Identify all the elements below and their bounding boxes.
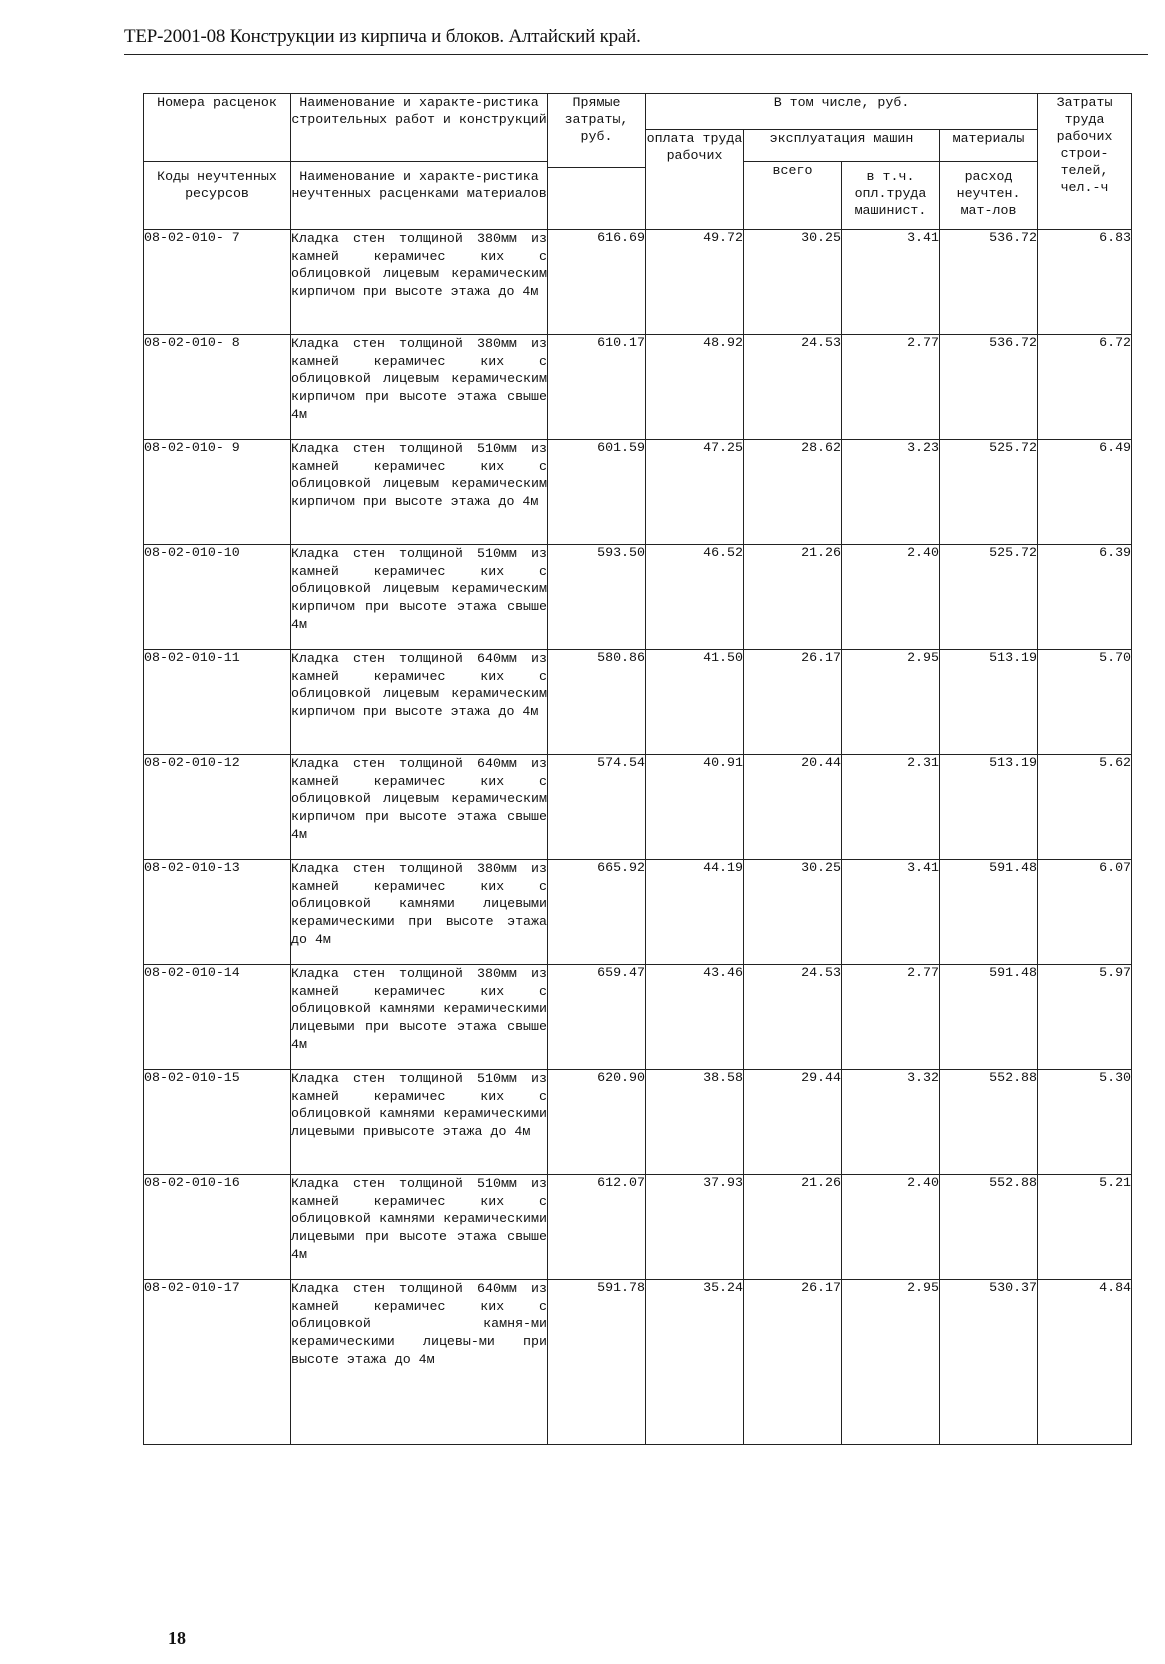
machines-value: 24.53 [744, 335, 842, 440]
worker-pay-value: 35.24 [646, 1280, 744, 1445]
machinist-pay-value: 3.32 [842, 1070, 940, 1175]
header-machines-total: всего [744, 162, 842, 230]
materials-value: 525.72 [940, 545, 1038, 650]
header-incl-machinist-pay: в т.ч. опл.труда машинист. [842, 162, 940, 230]
machinist-pay-value: 3.23 [842, 440, 940, 545]
materials-value: 525.72 [940, 440, 1038, 545]
header-direct-costs: Прямые затраты, руб. [548, 94, 646, 168]
machines-value: 29.44 [744, 1070, 842, 1175]
worker-pay-value: 49.72 [646, 230, 744, 335]
page-header-title: ТЕР-2001-08 Конструкции из кирпича и блоков. Алтайский край. [124, 26, 641, 47]
header-rate-numbers: Номера расценок [144, 94, 291, 162]
labor-costs-value: 5.30 [1038, 1070, 1132, 1175]
labor-costs-value: 6.72 [1038, 335, 1132, 440]
header-machine-operation: эксплуатация машин [744, 130, 940, 162]
rate-code: 08-02-010-14 [144, 965, 291, 1070]
table-row [144, 440, 1132, 545]
header-unaccounted-materials: Наименование и характе-ристика неучтенных расценками материалов [291, 162, 548, 230]
header-resource-codes: Коды неучтенных ресурсов [144, 162, 291, 230]
machines-value: 26.17 [744, 1280, 842, 1445]
direct-costs-value: 665.92 [548, 860, 646, 965]
materials-value: 513.19 [940, 650, 1038, 755]
materials-value: 530.37 [940, 1280, 1038, 1445]
table-row [144, 755, 1132, 860]
rate-description: Кладка стен толщиной 380мм из камней керамичес ких с облицовкой камнями лицевыми керамическими при высоте этажа до 4м [291, 860, 548, 965]
rate-description: Кладка стен толщиной 510мм из камней керамичес ких с облицовкой камнями керамическими лицевыми при высоте этажа свыше 4м [291, 1175, 548, 1280]
machines-value: 21.26 [744, 545, 842, 650]
direct-costs-value: 620.90 [548, 1070, 646, 1175]
table-row [144, 1175, 1132, 1280]
worker-pay-value: 37.93 [646, 1175, 744, 1280]
direct-costs-value: 580.86 [548, 650, 646, 755]
machinist-pay-value: 2.95 [842, 1280, 940, 1445]
rate-code: 08-02-010-12 [144, 755, 291, 860]
worker-pay-value: 43.46 [646, 965, 744, 1070]
table-row [144, 860, 1132, 965]
machinist-pay-value: 2.77 [842, 965, 940, 1070]
worker-pay-value: 48.92 [646, 335, 744, 440]
rate-code: 08-02-010-11 [144, 650, 291, 755]
materials-value: 552.88 [940, 1175, 1038, 1280]
direct-costs-value: 659.47 [548, 965, 646, 1070]
rate-code: 08-02-010-10 [144, 545, 291, 650]
labor-costs-value: 5.62 [1038, 755, 1132, 860]
header-work-name: Наименование и характе-ристика строительных работ и конструкций [291, 94, 548, 162]
machinist-pay-value: 2.77 [842, 335, 940, 440]
worker-pay-value: 44.19 [646, 860, 744, 965]
direct-costs-value: 612.07 [548, 1175, 646, 1280]
direct-costs-value: 610.17 [548, 335, 646, 440]
table-row [144, 230, 1132, 335]
direct-costs-value: 593.50 [548, 545, 646, 650]
header-worker-pay: оплата труда рабочих [646, 130, 744, 230]
machinist-pay-value: 2.40 [842, 1175, 940, 1280]
machinist-pay-value: 3.41 [842, 860, 940, 965]
worker-pay-value: 40.91 [646, 755, 744, 860]
rate-description: Кладка стен толщиной 510мм из камней керамичес ких с облицовкой камнями керамическими лицевыми привысоте этажа до 4м [291, 1070, 548, 1175]
rate-code: 08-02-010- 8 [144, 335, 291, 440]
rate-description: Кладка стен толщиной 380мм из камней керамичес ких с облицовкой камнями керамическими лицевыми при высоте этажа свыше 4м [291, 965, 548, 1070]
worker-pay-value: 41.50 [646, 650, 744, 755]
rate-code: 08-02-010- 9 [144, 440, 291, 545]
rate-description: Кладка стен толщиной 380мм из камней керамичес ких с облицовкой лицевым керамическим кирпичом при высоте этажа свыше 4м [291, 335, 548, 440]
rate-description: Кладка стен толщиной 640мм из камней керамичес ких с облицовкой камня-ми керамическими лицевы-ми при высоте этажа до 4м [291, 1280, 548, 1445]
header-labor-costs: Затраты труда рабочих строи-телей, чел.-ч [1038, 94, 1132, 230]
rate-code: 08-02-010- 7 [144, 230, 291, 335]
machines-value: 26.17 [744, 650, 842, 755]
labor-costs-value: 5.97 [1038, 965, 1132, 1070]
labor-costs-value: 6.07 [1038, 860, 1132, 965]
worker-pay-value: 46.52 [646, 545, 744, 650]
header-divider [124, 54, 1148, 55]
direct-costs-value: 616.69 [548, 230, 646, 335]
machinist-pay-value: 3.41 [842, 230, 940, 335]
header-including: В том числе, руб. [646, 94, 1038, 130]
rates-table [143, 93, 1132, 1445]
machines-value: 30.25 [744, 230, 842, 335]
table-row [144, 335, 1132, 440]
worker-pay-value: 47.25 [646, 440, 744, 545]
direct-costs-value: 601.59 [548, 440, 646, 545]
materials-value: 513.19 [940, 755, 1038, 860]
header-unaccounted-consumption: расход неучтен. мат-лов [940, 162, 1038, 230]
machines-value: 28.62 [744, 440, 842, 545]
table-row [144, 545, 1132, 650]
machines-value: 20.44 [744, 755, 842, 860]
rate-code: 08-02-010-13 [144, 860, 291, 965]
machines-value: 21.26 [744, 1175, 842, 1280]
rate-description: Кладка стен толщиной 510мм из камней керамичес ких с облицовкой лицевым керамическим кирпичом при высоте этажа свыше 4м [291, 545, 548, 650]
labor-costs-value: 5.70 [1038, 650, 1132, 755]
labor-costs-value: 4.84 [1038, 1280, 1132, 1445]
materials-value: 536.72 [940, 335, 1038, 440]
page-number: 18 [168, 1628, 186, 1648]
table-row [144, 1070, 1132, 1175]
direct-costs-value: 574.54 [548, 755, 646, 860]
machinist-pay-value: 2.40 [842, 545, 940, 650]
header-materials: материалы [940, 130, 1038, 162]
machinist-pay-value: 2.31 [842, 755, 940, 860]
rate-code: 08-02-010-16 [144, 1175, 291, 1280]
table-row [144, 1280, 1132, 1445]
labor-costs-value: 5.21 [1038, 1175, 1132, 1280]
labor-costs-value: 6.49 [1038, 440, 1132, 545]
machinist-pay-value: 2.95 [842, 650, 940, 755]
materials-value: 591.48 [940, 860, 1038, 965]
table-row [144, 965, 1132, 1070]
materials-value: 591.48 [940, 965, 1038, 1070]
worker-pay-value: 38.58 [646, 1070, 744, 1175]
rate-description: Кладка стен толщиной 640мм из камней керамичес ких с облицовкой лицевым керамическим кирпичом при высоте этажа свыше 4м [291, 755, 548, 860]
rate-code: 08-02-010-15 [144, 1070, 291, 1175]
labor-costs-value: 6.39 [1038, 545, 1132, 650]
direct-costs-value: 591.78 [548, 1280, 646, 1445]
rate-description: Кладка стен толщиной 380мм из камней керамичес ких с облицовкой лицевым керамическим кирпичом при высоте этажа до 4м [291, 230, 548, 335]
materials-value: 536.72 [940, 230, 1038, 335]
rate-code: 08-02-010-17 [144, 1280, 291, 1445]
rate-description: Кладка стен толщиной 510мм из камней керамичес ких с облицовкой лицевым керамическим кирпичом при высоте этажа до 4м [291, 440, 548, 545]
rate-description: Кладка стен толщиной 640мм из камней керамичес ких с облицовкой лицевым керамическим кирпичом при высоте этажа до 4м [291, 650, 548, 755]
table-row [144, 650, 1132, 755]
labor-costs-value: 6.83 [1038, 230, 1132, 335]
materials-value: 552.88 [940, 1070, 1038, 1175]
machines-value: 24.53 [744, 965, 842, 1070]
machines-value: 30.25 [744, 860, 842, 965]
